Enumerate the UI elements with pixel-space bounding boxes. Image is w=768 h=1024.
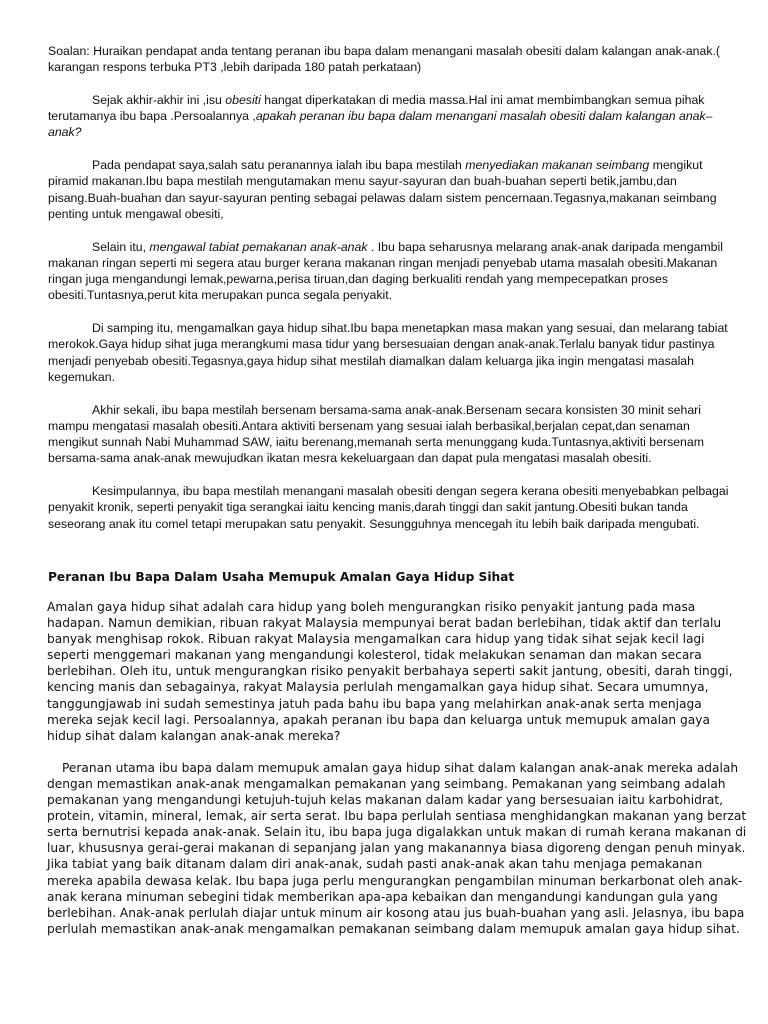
article-paragraph-2: Peranan utama ibu bapa dalam memupuk amalan gaya hidup sihat dalam kalangan anak-anak mereka adalah dengan memastikan anak-anak mengamalkan pemakanan yang seimbang. Pemakanan yang seimbang adalah pemakanan yang mengandungi ketujuh-tujuh kelas makanan dalam kadar yang bersesuaian iaitu karbohidrat, protein, vitamin, mineral, lemak, air serta serat. Ibu bapa perlulah sentiasa menghidangkan makanan yang berzat serta bernutrisi kepada anak-anak. Selain itu, ibu bapa juga digalakkan untuk makan di rumah kerana makanan di luar, khususnya gerai-gerai makanan di sepanjang jalan yang makanannya biasa digoreng dengan penuh minyak. Jika tabiat yang baik ditanam dalam diri anak-anak, sudah pasti anak-anak akan tahu menjaga pemakanan mereka apabila dewasa kelak. Ibu bapa juga perlu mengurangkan pengambilan minuman berkarbonat oleh anak-anak kerana minuman sebegini tidak memberikan apa-apa kebaikan dan mengandungi kandungan gula yang berlebihan. Anak-anak perlulah diajar untuk minum air kosong atau jus buah-buahan yang asli. Jelasnya, ibu bapa perlulah memastikan anak-anak mengamalkan pemakanan seimbang dalam memupuk amalan gaya hidup sihat.: [47, 760, 747, 936]
essay-point-4: Akhir sekali, ibu bapa mestilah bersenam bersama-sama anak-anak.Bersenam secara konsisten 30 minit sehari mampu mengatasi masalah obesiti.Antara aktiviti bersenam yang sesuai ialah berbasikal,berjalan cepat,dan senaman mengikut sunnah Nabi Muhammad SAW, iaitu berenang,memanah serta menunggang kuda.Tuntasnya,aktiviti bersenam bersama-sama anak-anak mewujudkan ikatan mesra kekeluargaan dan dapat pula mengatasi masalah obesiti.: [48, 402, 704, 466]
article-paragraph-1: Amalan gaya hidup sihat adalah cara hidup yang boleh mengurangkan risiko penyakit jantung pada masa hadapan. Namun demikian, ribuan rakyat Malaysia mempunyai berat badan berlebihan, tidak aktif dan terlalu banyak menghisap rokok. Ribuan rakyat Malaysia mengamalkan cara hidup yang tidak sihat sejak kecil lagi seperti menggemari makanan yang mengandungi kolesterol, tidak melakukan senaman dan makan secara berlebihan. Oleh itu, untuk mengurangkan risiko penyakit berbahaya seperti sakit jantung, obesiti, darah tinggi, kencing manis dan sebagainya, rakyat Malaysia perlulah mengamalkan gaya hidup sihat. Secara umumnya, tanggungjawab ini sudah semestinya jatuh pada bahu ibu bapa yang melahirkan anak-anak serta menjaga mereka sejak kecil lagi. Persoalannya, apakah peranan ibu bapa dan keluarga untuk memupuk amalan gaya hidup sihat dalam kalangan anak-anak mereka?: [47, 600, 733, 743]
essay-section: [48, 43, 736, 548]
essay-conclusion: Kesimpulannya, ibu bapa mestilah menangani masalah obesiti dengan segera kerana obesiti menyebabkan pelbagai penyakit kronik, seperti penyakit tiga serangkai iaitu kencing manis,darah tinggi dan sakit jantung.Obesiti bukan tanda seseorang anak itu comel tetapi merupakan satu penyakit. Sesungguhnya mencegah itu lebih baik daripada mengubati.: [48, 484, 729, 531]
point-1-text-a: Pada pendapat saya,salah satu peranannya ialah ibu bapa mestilah: [92, 158, 466, 173]
essay-question: Soalan: Huraikan pendapat anda tentang peranan ibu bapa dalam menangani masalah obesiti dalam kalangan anak-anak.( karangan respons terbuka PT3 ,lebih daripada 180 patah perkataan): [48, 44, 721, 75]
article-heading: Peranan Ibu Bapa Dalam Usaha Memupuk Amalan Gaya Hidup Sihat: [48, 570, 515, 584]
essay-point-1: [48, 157, 736, 222]
point-2-text-a: Selain itu,: [92, 239, 150, 254]
essay-point-2: [48, 239, 736, 304]
intro-question: apakah peranan ibu bapa dalam menangani masalah obesiti dalam kalangan anak–anak?: [48, 109, 713, 140]
intro-text-a: Sejak akhir-akhir ini ,isu: [92, 92, 226, 107]
point-1-keyword: menyediakan makanan seimbang: [465, 158, 650, 173]
point-1-text-b: mengikut piramid makanan.Ibu bapa mestilah mengutamakan menu sayur-sayuran dan buah-buahan seperti betik,jambu,dan pisang.Buah-buahan dan sayur-sayuran penting sebagai pelawas dalam sistem pencernaan.Tegasnya,makanan seimbang penting untuk mengawal obesiti,: [48, 158, 717, 221]
essay-point-3: Di samping itu, mengamalkan gaya hidup sihat.Ibu bapa menetapkan masa makan yang sesuai, dan melarang tabiat merokok.Gaya hidup sihat juga merangkumi masa tidur yang bersesuaian dengan anak-anak.Terlalu banyak tidur pastinya menjadi penyebab obesiti.Tegasnya,gaya hidup sihat mestilah diamalkan dalam keluarga jika ingin mengatasi masalah kegemukan.: [48, 321, 728, 384]
essay-introduction: [48, 92, 736, 141]
intro-keyword: obesiti: [225, 92, 261, 107]
article-section: [47, 569, 747, 953]
intro-text-b: hangat diperkatakan di media massa.Hal ini amat membimbangkan semua pihak terutamanya ibu bapa .Persoalannya ,: [48, 92, 705, 124]
point-2-keyword: mengawal tabiat pemakanan anak-anak: [149, 239, 368, 254]
point-2-text-b: . Ibu bapa seharusnya melarang anak-anak daripada mengambil makanan ringan seperti mi segera atau burger kerana makanan ringan menjadi penyebab utama masalah obesiti.Makanan ringan juga mengandungi lemak,pewarna,perisa tiruan,dan daging berkualiti rendah yang mempecepatkan proses obesiti.Tuntasnya,perut kita merupakan punca segala penyakit.: [48, 239, 723, 303]
